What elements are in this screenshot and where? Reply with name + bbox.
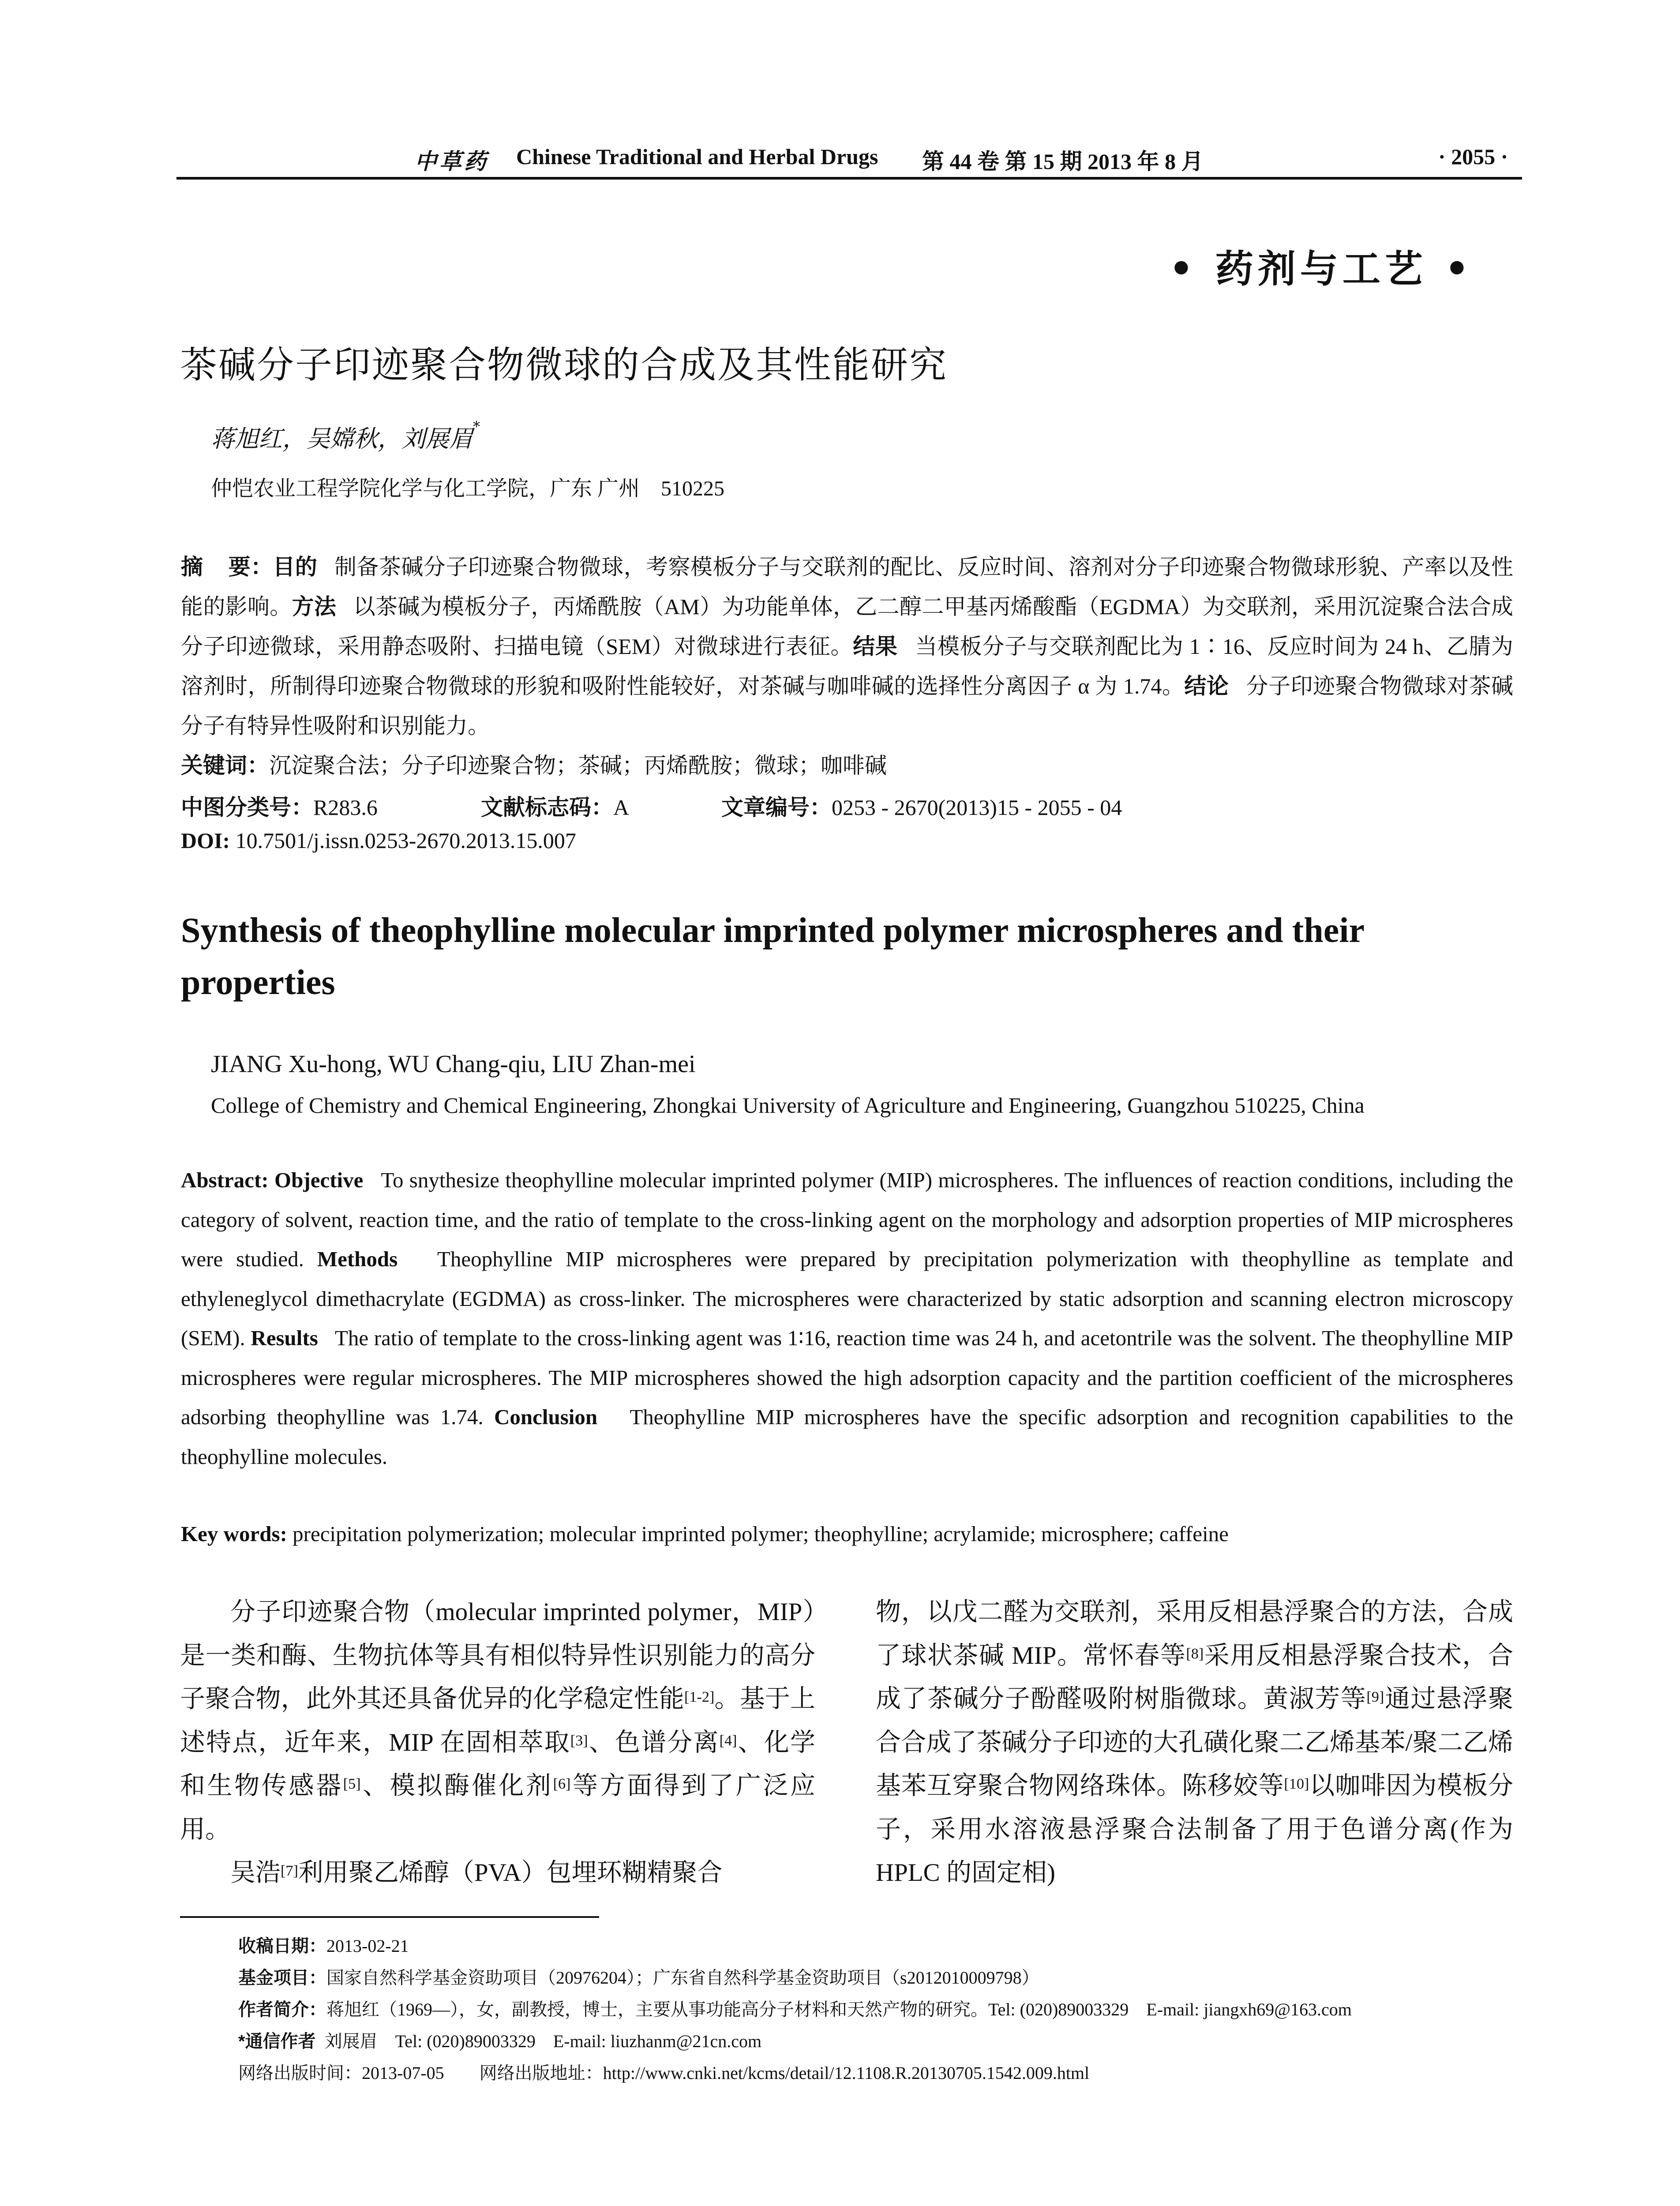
- corresponding-mark: *: [473, 418, 480, 435]
- abstract-cn-objective: 制备茶碱分子印迹聚合物微球，考察模板分子与交联剂的配比、反应时间、溶剂对分子印迹聚合物微球形貌、产率以及性能的影响。: [181, 555, 1513, 619]
- journal-name-cn: 中草药: [415, 148, 489, 174]
- footnote-funding: 基金项目：国家自然科学基金资助项目（20976204）；广东省自然科学基金资助项目（s2012010009798）: [238, 1968, 1039, 1988]
- citation-ref[interactable]: [5]: [343, 1776, 361, 1792]
- abstract-en-results-label: Results: [251, 1326, 318, 1350]
- citation-ref[interactable]: [3]: [570, 1732, 588, 1749]
- online-url-link[interactable]: http://www.cnki.net/kcms/detail/12.1108.R.20130705.1542.009.html: [603, 2063, 1090, 2083]
- classification-line: [181, 790, 1513, 821]
- abstract-en-methods-label: Methods: [317, 1247, 398, 1271]
- doc-code: 文献标志码：A: [481, 795, 630, 820]
- citation-ref[interactable]: [6]: [553, 1776, 571, 1792]
- running-header: [176, 140, 1522, 176]
- abstract-cn-results-label: 结果: [853, 634, 898, 659]
- citation-ref[interactable]: [4]: [719, 1732, 737, 1749]
- citation-ref[interactable]: [7]: [281, 1863, 298, 1879]
- abstract-en: [181, 1160, 1513, 1476]
- keywords-en: [181, 1521, 1229, 1546]
- body-column-left: [180, 1591, 815, 1895]
- authors-cn-names: 蒋旭红，吴嫦秋，刘展眉: [211, 425, 473, 453]
- keywords-en-text: precipitation polymerization; molecular imprinted polymer; theophylline; acrylamide; microsphere; caffeine: [287, 1522, 1229, 1546]
- body-column-right: 物，以戊二醛为交联剂，采用反相悬浮聚合的方法，合成了球状茶碱 MIP。常怀春等[8]采用反相悬浮聚合技术，合成了茶碱分子酚醛吸附树脂微球。黄淑芳等[9]通过悬浮聚合合成了茶碱分子印迹的大孔磺化聚二乙烯基苯/聚二乙烯基苯互穿聚合物网络珠体。陈移姣等[10]以咖啡因为模板分子，采用水溶液悬浮聚合法制备了用于色谱分离(作为 HPLC 的固定相): [876, 1598, 1514, 1887]
- authors-en: JIANG Xu-hong, WU Chang-qiu, LIU Zhan-mei: [211, 1050, 696, 1078]
- clc-code: 中图分类号：R283.6: [181, 795, 378, 820]
- footnote-corresponding: *通信作者 刘展眉 Tel: (020)89003329 E-mail: liuzhanm@21cn.com: [238, 2031, 762, 2051]
- abstract-en-label: Abstract:: [181, 1168, 269, 1192]
- footnote-online: 网络出版时间：2013-07-05 网络出版地址：http://www.cnki.net/kcms/detail/12.1108.R.20130705.1542.009.html: [238, 2063, 1090, 2083]
- doi-label: DOI:: [181, 828, 230, 853]
- footnote-author-bio: 作者简介：蒋旭红（1969—），女，副教授，博士，主要从事功能高分子材料和天然产物的研究。Tel: (020)89003329 E-mail: jiangxh69@163.com: [238, 2000, 1352, 2019]
- abstract-en-objective: To snythesize theophylline molecular imprinted polymer (MIP) microspheres. The influences of reaction conditions, including the category of solvent, reaction time, and the ratio of template to the cross-linking agent on the morphology and adsorption properties of MIP microspheres were studied.: [181, 1168, 1514, 1271]
- article-number: 文章编号：0253 - 2670(2013)15 - 2055 - 04: [721, 795, 1122, 820]
- footnotes: [238, 1930, 1518, 2089]
- citation-ref[interactable]: [1-2]: [684, 1689, 715, 1705]
- abstract-cn-conclusion: 分子印迹聚合物微球对茶碱分子有特异性吸附和识别能力。: [181, 674, 1514, 738]
- section-label: • 药剂与工艺 •: [1169, 247, 1474, 291]
- keywords-en-label: Key words:: [181, 1522, 287, 1546]
- abstract-cn-conclusion-label: 结论: [1184, 674, 1229, 698]
- citation-ref[interactable]: [10]: [1284, 1776, 1309, 1792]
- doi-value: 10.7501/j.issn.0253-2670.2013.15.007: [230, 828, 576, 853]
- abstract-en-conclusion-label: Conclusion: [494, 1405, 598, 1429]
- abstract-cn-label: 摘 要：: [181, 555, 273, 579]
- journal-name-en: Chinese Traditional and Herbal Drugs: [516, 144, 878, 169]
- abstract-cn-methods: 以茶碱为模板分子，丙烯酰胺（AM）为功能单体，乙二醇二甲基丙烯酸酯（EGDMA）为交联剂，采用沉淀聚合法合成分子印迹微球，采用静态吸附、扫描电镜（SEM）对微球进行表征。: [181, 594, 1514, 659]
- abstract-en-results: The ratio of template to the cross-linking agent was 1∶16, reaction time was 24 h, and acetontrile was the solvent. The theophylline MIP microspheres were regular microspheres. The MIP microspheres showed the high adsorption capacity and the partition coefficient of the microspheres adsorbing theophylline was 1.74.: [181, 1326, 1513, 1429]
- header-rule: [176, 177, 1522, 180]
- abstract-en-conclusion: Theophylline MIP microspheres have the specific adsorption and recognition capabilities to the theophylline molecules.: [181, 1405, 1514, 1469]
- authors-cn: [211, 420, 480, 454]
- page-title-cn: 茶碱分子印迹聚合物微球的合成及其性能研究: [180, 344, 948, 386]
- abstract-cn-methods-label: 方法: [292, 594, 337, 619]
- keywords-cn: [181, 750, 887, 781]
- doi-line: [181, 828, 576, 853]
- abstract-en-objective-label: Objective: [274, 1168, 364, 1192]
- abstract-cn: [181, 547, 1513, 746]
- citation-ref[interactable]: [9]: [1366, 1689, 1384, 1705]
- abstract-en-methods: Theophylline MIP microspheres were prepared by precipitation polymerization with theophylline as template and ethyleneglycol dimethacrylate (EGDMA) as cross-linker. The microspheres were characterized by static adsorption and scanning electron microscopy (SEM).: [181, 1247, 1514, 1350]
- abstract-cn-objective-label: 目的: [273, 555, 318, 579]
- journal-issue: 第 44 卷 第 15 期 2013 年 8 月: [922, 149, 1204, 174]
- affiliation-en: College of Chemistry and Chemical Engineering, Zhongkai University of Agriculture and Engineering, Guangzhou 510225, China: [211, 1093, 1365, 1118]
- footnote-received: 收稿日期：2013-02-21: [238, 1936, 409, 1956]
- affiliation-cn: 仲恺农业工程学院化学与化工学院，广东 广州 510225: [211, 477, 725, 500]
- page-title-en: Synthesis of theophylline molecular imprinted polymer microspheres and their properties: [181, 911, 1364, 1002]
- page-number: · 2055 ·: [1438, 144, 1508, 169]
- citation-ref[interactable]: [8]: [1186, 1645, 1204, 1662]
- keywords-cn-label: 关键词：: [181, 753, 269, 778]
- keywords-cn-text: 沉淀聚合法；分子印迹聚合物；茶碱；丙烯酰胺；微球；咖啡碱: [269, 753, 887, 778]
- abstract-cn-results: 当模板分子与交联剂配比为 1∶16、反应时间为 24 h、乙腈为溶剂时，所制得印迹聚合物微球的形貌和吸附性能较好，对茶碱与咖啡碱的选择性分离因子 α 为 1.74。: [181, 634, 1513, 698]
- footnote-rule: [180, 1916, 599, 1918]
- body-paragraph-1: 分子印迹聚合物（molecular imprinted polymer，MIP）是一类和酶、生物抗体等具有相似特异性识别能力的高分子聚合物，此外其还具备优异的化学稳定性能[1-2]。基于上述特点，近年来，MIP 在固相萃取[3]、色谱分离[4]、化学和生物传感器[5]、模拟酶催化剂[6]等方面得到了广泛应用。: [180, 1598, 816, 1843]
- body-paragraph-2: 吴浩[7]利用聚乙烯醇（PVA）包埋环糊精聚合: [230, 1859, 723, 1887]
